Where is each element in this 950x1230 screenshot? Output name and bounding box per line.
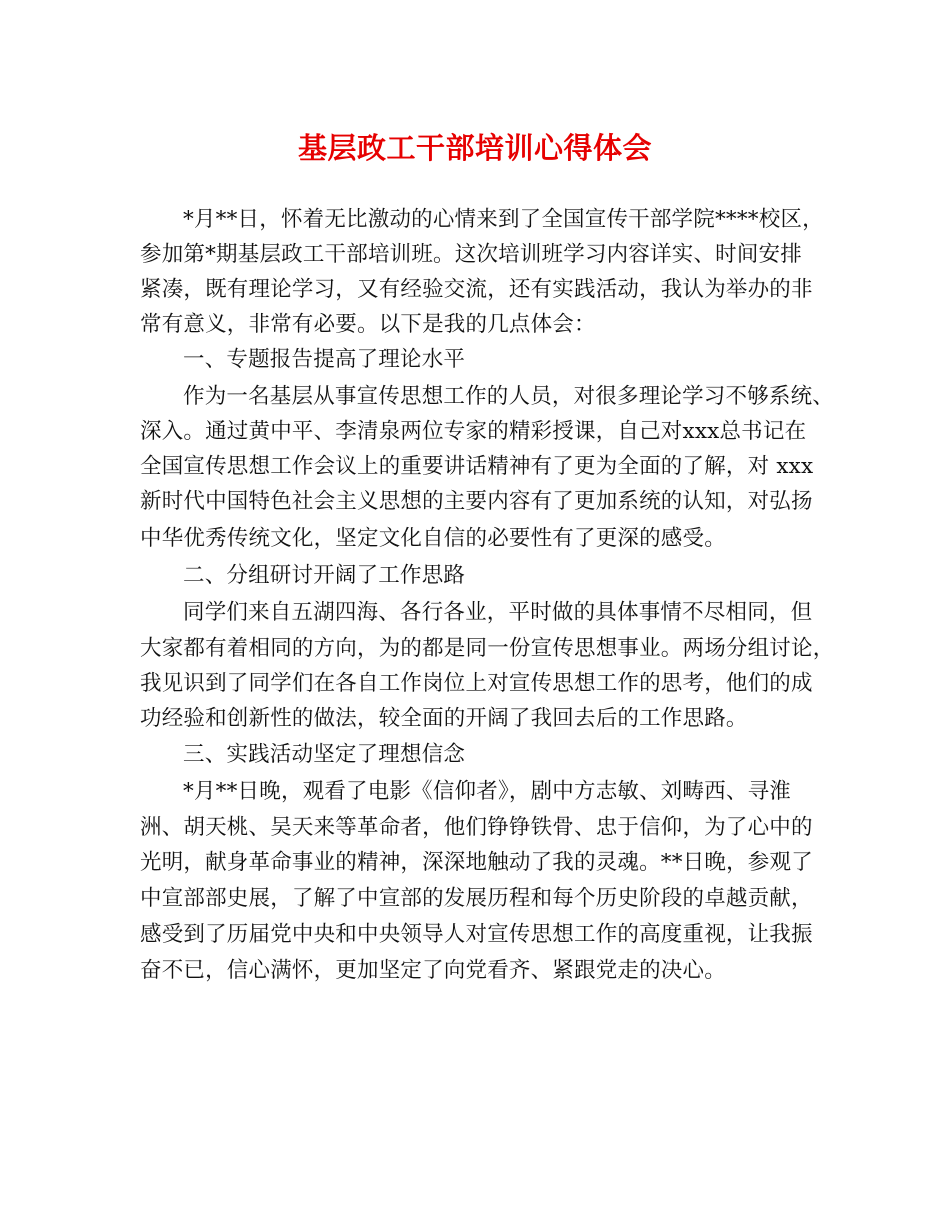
document-title: 基层政工干部培训心得体会 <box>297 131 652 165</box>
section-heading: 一、专题报告提高了理论水平 <box>183 347 466 372</box>
paragraph-line: 同学们来自五湖四海、各行各业，平时做的具体事情不尽相同，但 <box>183 600 813 625</box>
paragraph-line: 全国宣传思想工作会议上的重要讲话精神有了更为全面的了解，对 xxx <box>140 454 814 479</box>
section-heading: 二、分组研讨开阔了工作思路 <box>183 563 466 588</box>
paragraph-line: 洲、胡天桃、吴天来等革命者，他们铮铮铁骨、忠于信仰，为了心中的 <box>140 815 813 840</box>
paragraph-line: 功经验和创新性的做法，较全面的开阔了我回去后的工作思路。 <box>140 706 748 731</box>
paragraph-line: 深入。通过黄中平、李清泉两位专家的精彩授课，自己对xxx总书记在 <box>140 419 807 444</box>
paragraph-line: 作为一名基层从事宣传思想工作的人员，对很多理论学习不够系统、 <box>183 384 835 409</box>
paragraph-line: 新时代中国特色社会主义思想的主要内容有了更加系统的认知，对弘扬 <box>140 489 813 514</box>
paragraph-line: 感受到了历届党中央和中央领导人对宣传思想工作的高度重视，让我振 <box>140 922 813 947</box>
paragraph-line: 奋不已，信心满怀，更加坚定了向党看齐、紧跟党走的决心。 <box>140 958 726 983</box>
paragraph-line: 参加第*期基层政工干部培训班。这次培训班学习内容详实、时间安排 <box>140 242 802 267</box>
paragraph-line: 常有意义，非常有必要。以下是我的几点体会： <box>140 312 596 337</box>
paragraph-line: 大家都有着相同的方向，为的都是同一份宣传思想事业。两场分组讨论， <box>140 636 835 661</box>
section-heading: 三、实践活动坚定了理想信念 <box>183 742 466 767</box>
paragraph-line: 中宣部部史展，了解了中宣部的发展历程和每个历史阶段的卓越贡献， <box>140 886 813 911</box>
paragraph-line: 我见识到了同学们在各自工作岗位上对宣传思想工作的思考，他们的成 <box>140 671 813 696</box>
paragraph-line: *月**日，怀着无比激动的心情来到了全国宣传干部学院****校区， <box>183 207 824 232</box>
paragraph-line: *月**日晚，观看了电影《信仰者》，剧中方志敏、刘畴西、寻淮 <box>183 779 792 804</box>
paragraph-line: 光明，献身革命事业的精神，深深地触动了我的灵魂。**日晚，参观了 <box>140 850 813 875</box>
paragraph-line: 紧凑，既有理论学习，又有经验交流，还有实践活动，我认为举办的非 <box>140 277 813 302</box>
paragraph-line: 中华优秀传统文化，坚定文化自信的必要性有了更深的感受。 <box>140 526 726 551</box>
